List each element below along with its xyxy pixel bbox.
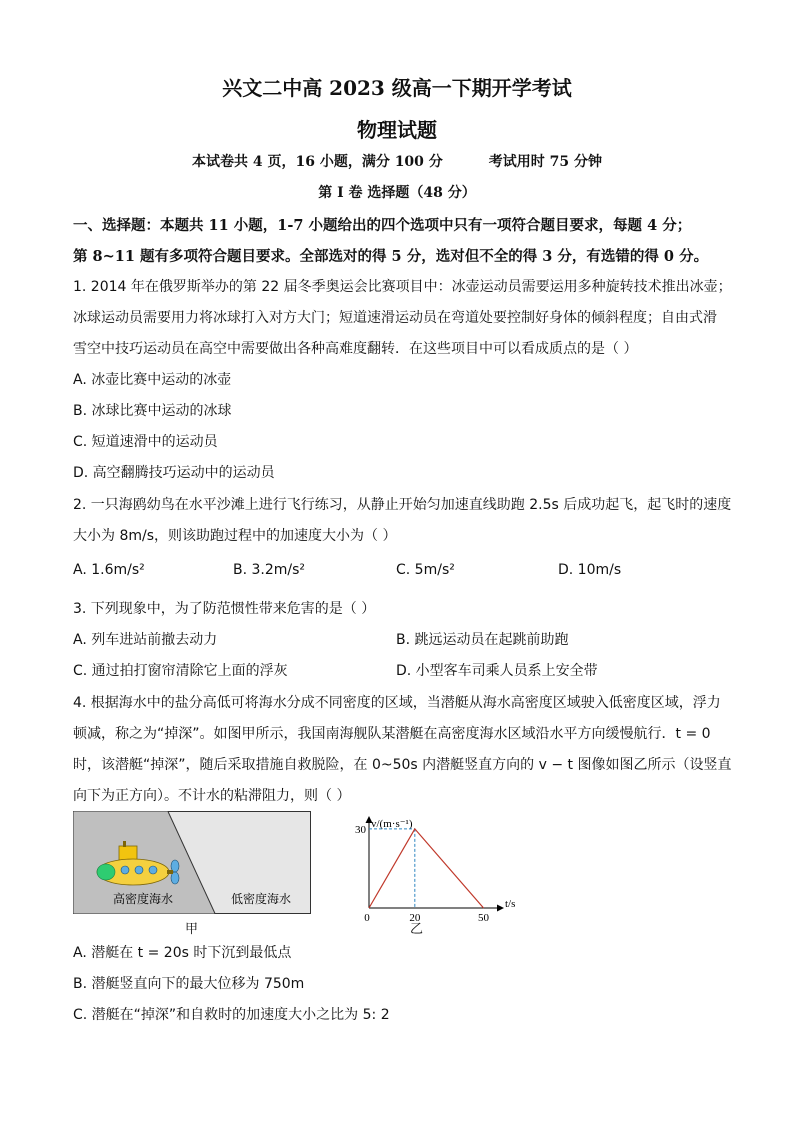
figure-submarine (73, 811, 311, 916)
part-heading: 第 I 卷 选择题（48 分） (318, 185, 476, 201)
figure-a-caption: 甲 (185, 922, 199, 937)
q3-option-d: D. 小型客车司乘人员系上安全带 (396, 663, 598, 679)
exam-info-pages: 本试卷共 4 页，16 小题，满分 100 分 (191, 154, 443, 170)
q1-option-c: C. 短道速滑中的运动员 (73, 434, 218, 450)
section-instruction-1: 一、选择题：本题共 11 小题，1-7 小题给出的四个选项中只有一项符合题目要求，每题 4 分； (73, 217, 692, 234)
q2-stem-2: 大小为 8m/s，则该助跑过程中的加速度大小为（ ） (73, 528, 397, 544)
q2-option-b: B. 3.2m/s² (233, 562, 306, 578)
q2-option-a: A. 1.6m/s² (73, 562, 145, 578)
q3-option-a: A. 列车进站前撤去动力 (73, 632, 218, 648)
q3-option-b: B. 跳远运动员在起跳前助跑 (396, 632, 569, 648)
q1-option-d: D. 高空翻腾技巧运动中的运动员 (73, 465, 275, 481)
exam-info-time: 考试用时 75 分钟 (488, 154, 603, 170)
x-tick-label-20: 20 (409, 912, 421, 921)
section-instruction-2: 第 8~11 题有多项符合题目要求。全部选对的得 5 分，选对但不全的得 3 分，有选错的得 0 分。 (73, 248, 709, 265)
q4-stem-4: 向下为正方向）。不计水的粘滞阻力，则（ ） (73, 788, 351, 804)
q4-option-a: A. 潜艇在 t = 20s 时下沉到最低点 (73, 945, 292, 961)
subject-title: 物理试题 (357, 118, 437, 142)
x-tick-label-0: 0 (364, 912, 370, 921)
q3-stem: 3. 下列现象中，为了防范惯性带来危害的是（ ） (73, 601, 376, 617)
q4-stem-2: 顿减，称之为“掉深”。如图甲所示，我国南海舰队某潜艇在高密度海水区域沿水平方向缓慢航行．t = 0 (73, 726, 711, 742)
page-title: 兴文二中高 2023 级高一下期开学考试 (222, 76, 572, 100)
q1-option-a: A. 冰壶比赛中运动的冰壶 (73, 372, 232, 388)
figure-vt-graph (340, 811, 530, 921)
q2-option-d: D. 10m/s (558, 562, 622, 578)
q1-stem-2: 冰球运动员需要用力将冰球打入对方大门；短道速滑运动员在弯道处要控制好身体的倾斜程度；自由式滑 (73, 310, 717, 326)
low-density-label: 低密度海水 (230, 892, 292, 906)
q1-stem-1: 1. 2014 年在俄罗斯举办的第 22 届冬季奥运会比赛项目中：冰壶运动员需要运用多种旋转技术推出冰壶； (73, 279, 732, 295)
q4-stem-1: 4. 根据海水中的盐分高低可将海水分成不同密度的区域，当潜艇从海水高密度区域驶入低密度区域，浮力 (73, 695, 721, 711)
q4-option-b: B. 潜艇竖直向下的最大位移为 750m (73, 976, 305, 992)
q2-stem-1: 2. 一只海鸥幼鸟在水平沙滩上进行飞行练习，从静止开始匀加速直线助跑 2.5s 后成功起飞，起飞时的速度 (73, 497, 732, 513)
q1-option-b: B. 冰球比赛中运动的冰球 (73, 403, 232, 419)
q4-stem-3: 时，该潜艇“掉深”，随后采取措施自救脱险，在 0~50s 内潜艇竖直方向的 v − t 图像如图乙所示（设竖直 (73, 757, 732, 773)
q1-stem-3: 雪空中技巧运动员在高空中需要做出各种高难度翻转．在这些项目中可以看成质点的是（ ） (73, 341, 638, 357)
y-tick-label-30: 30 (355, 823, 366, 836)
velocity-series-line (369, 829, 484, 908)
x-axis-label: t/s (505, 898, 516, 910)
high-density-label: 高密度海水 (112, 892, 174, 906)
q4-option-c: C. 潜艇在“掉深”和自救时的加速度大小之比为 5: 2 (73, 1007, 390, 1023)
y-axis-label: v/(m·s⁻¹) (371, 818, 413, 830)
figure-b-caption: 乙 (410, 922, 424, 937)
q2-option-c: C. 5m/s² (396, 562, 455, 578)
exam-info (0, 151, 794, 171)
q3-option-c: C. 通过拍打窗帘清除它上面的浮灰 (73, 663, 288, 679)
x-tick-label-50: 50 (478, 912, 490, 921)
